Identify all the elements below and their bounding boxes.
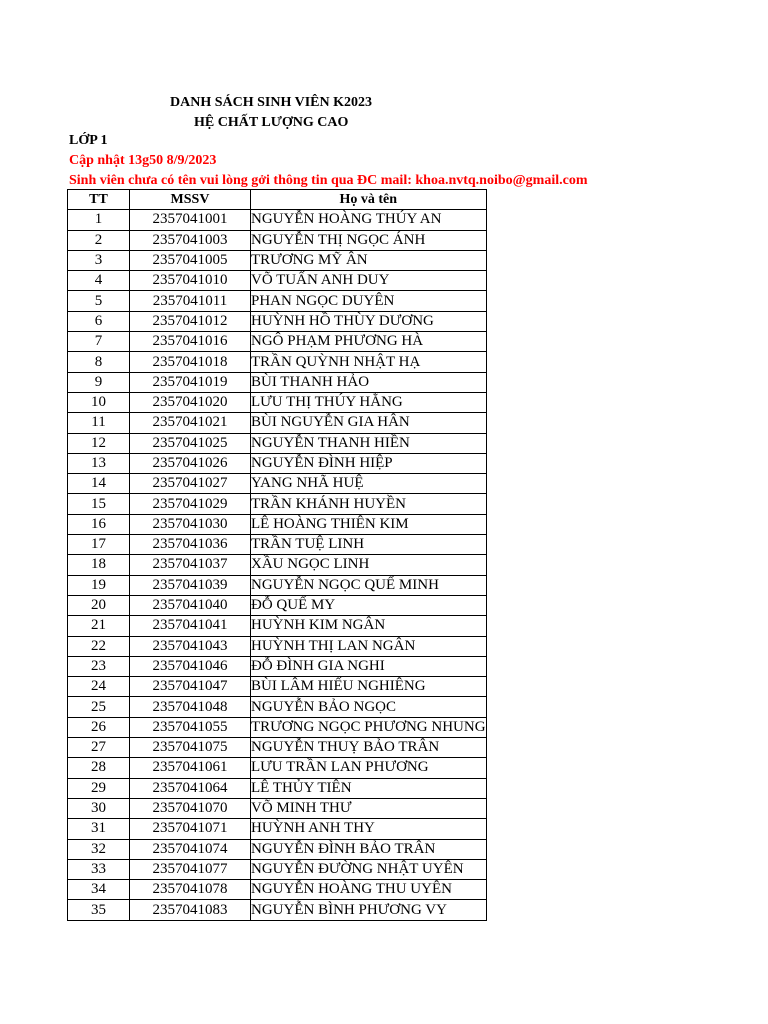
row-number: 21 — [68, 616, 130, 636]
table-row — [68, 392, 487, 412]
table-row — [68, 656, 487, 676]
table-row — [68, 616, 487, 636]
table-row — [68, 311, 487, 331]
row-number: 27 — [68, 738, 130, 758]
row-number: 33 — [68, 859, 130, 879]
document-subtitle: HỆ CHẤT LƯỢNG CAO — [194, 115, 349, 130]
student-name: TRẦN QUỲNH NHẬT HẠ — [251, 352, 487, 372]
student-id: 2357041001 — [130, 210, 251, 230]
row-number: 11 — [68, 413, 130, 433]
student-name: XẦU NGỌC LINH — [251, 555, 487, 575]
update-notice: Cập nhật 13g50 8/9/2023 — [69, 153, 217, 168]
row-number: 3 — [68, 250, 130, 270]
student-id: 2357041047 — [130, 677, 251, 697]
column-header-mssv: MSSV — [130, 190, 251, 210]
row-number: 2 — [68, 230, 130, 250]
student-name: TRƯƠNG NGỌC PHƯƠNG NHUNG — [251, 717, 487, 737]
row-number: 29 — [68, 778, 130, 798]
student-id: 2357041029 — [130, 494, 251, 514]
student-name: ĐỖ ĐÌNH GIA NGHI — [251, 656, 487, 676]
student-name: PHAN NGỌC DUYÊN — [251, 291, 487, 311]
student-name: NGUYỄN THUỴ BẢO TRÂN — [251, 738, 487, 758]
student-id: 2357041074 — [130, 839, 251, 859]
table-row — [68, 636, 487, 656]
table-row — [68, 453, 487, 473]
table-row — [68, 575, 487, 595]
row-number: 18 — [68, 555, 130, 575]
student-name: NGUYỄN ĐÌNH BẢO TRÂN — [251, 839, 487, 859]
row-number: 25 — [68, 697, 130, 717]
student-name: NGUYỄN BẢO NGỌC — [251, 697, 487, 717]
table-row — [68, 372, 487, 392]
student-name: HUỲNH ANH THY — [251, 819, 487, 839]
table-row — [68, 494, 487, 514]
row-number: 1 — [68, 210, 130, 230]
student-name: NGUYỄN NGỌC QUẾ MINH — [251, 575, 487, 595]
table-row — [68, 332, 487, 352]
row-number: 9 — [68, 372, 130, 392]
student-id: 2357041012 — [130, 311, 251, 331]
row-number: 17 — [68, 535, 130, 555]
student-name: NGUYỄN HOÀNG THÚY AN — [251, 210, 487, 230]
student-table — [67, 189, 487, 921]
table-row — [68, 717, 487, 737]
row-number: 31 — [68, 819, 130, 839]
student-id: 2357041061 — [130, 758, 251, 778]
student-name: HUỲNH KIM NGÂN — [251, 616, 487, 636]
student-name: HUỲNH THỊ LAN NGÂN — [251, 636, 487, 656]
student-id: 2357041039 — [130, 575, 251, 595]
document-title: DANH SÁCH SINH VIÊN K2023 — [170, 95, 372, 110]
student-id: 2357041075 — [130, 738, 251, 758]
student-name: NGÔ PHẠM PHƯƠNG HÀ — [251, 332, 487, 352]
table-row — [68, 210, 487, 230]
student-id: 2357041055 — [130, 717, 251, 737]
row-number: 35 — [68, 900, 130, 920]
student-id: 2357041005 — [130, 250, 251, 270]
row-number: 16 — [68, 514, 130, 534]
student-id: 2357041037 — [130, 555, 251, 575]
student-name: TRẦN KHÁNH HUYỀN — [251, 494, 487, 514]
row-number: 14 — [68, 474, 130, 494]
table-row — [68, 677, 487, 697]
column-header-name: Họ và tên — [251, 190, 487, 210]
student-id: 2357041003 — [130, 230, 251, 250]
student-name: LÊ HOÀNG THIÊN KIM — [251, 514, 487, 534]
student-name: BÙI LÂM HIẾU NGHIÊNG — [251, 677, 487, 697]
student-name: BÙI THANH HẢO — [251, 372, 487, 392]
student-name: TRƯƠNG MỸ ÂN — [251, 250, 487, 270]
table-row — [68, 900, 487, 920]
row-number: 7 — [68, 332, 130, 352]
row-number: 24 — [68, 677, 130, 697]
student-id: 2357041041 — [130, 616, 251, 636]
row-number: 5 — [68, 291, 130, 311]
row-number: 13 — [68, 453, 130, 473]
row-number: 26 — [68, 717, 130, 737]
table-row — [68, 880, 487, 900]
student-name: NGUYỄN ĐƯỜNG NHẬT UYÊN — [251, 859, 487, 879]
row-number: 4 — [68, 271, 130, 291]
student-id: 2357041036 — [130, 535, 251, 555]
student-id: 2357041010 — [130, 271, 251, 291]
student-name: NGUYỄN BÌNH PHƯƠNG VY — [251, 900, 487, 920]
student-id: 2357041011 — [130, 291, 251, 311]
table-row — [68, 352, 487, 372]
row-number: 15 — [68, 494, 130, 514]
student-id: 2357041025 — [130, 433, 251, 453]
row-number: 8 — [68, 352, 130, 372]
table-row — [68, 738, 487, 758]
student-name: LÊ THỦY TIÊN — [251, 778, 487, 798]
table-row — [68, 839, 487, 859]
student-name: VÕ MINH THƯ — [251, 798, 487, 818]
table-row — [68, 291, 487, 311]
student-name: LƯU TRẦN LAN PHƯƠNG — [251, 758, 487, 778]
student-id: 2357041043 — [130, 636, 251, 656]
table-row — [68, 758, 487, 778]
student-id: 2357041078 — [130, 880, 251, 900]
row-number: 22 — [68, 636, 130, 656]
student-id: 2357041064 — [130, 778, 251, 798]
student-name: HUỲNH HỒ THÙY DƯƠNG — [251, 311, 487, 331]
student-id: 2357041083 — [130, 900, 251, 920]
row-number: 10 — [68, 392, 130, 412]
student-id: 2357041016 — [130, 332, 251, 352]
table-body — [68, 210, 487, 920]
student-id: 2357041040 — [130, 595, 251, 615]
table-row — [68, 595, 487, 615]
student-name: ĐỖ QUẾ MY — [251, 595, 487, 615]
table-row — [68, 778, 487, 798]
student-name: BÙI NGUYỄN GIA HÂN — [251, 413, 487, 433]
student-name: NGUYỄN ĐÌNH HIỆP — [251, 453, 487, 473]
row-number: 30 — [68, 798, 130, 818]
student-name: YANG NHÃ HUỆ — [251, 474, 487, 494]
student-id: 2357041046 — [130, 656, 251, 676]
row-number: 6 — [68, 311, 130, 331]
table-row — [68, 697, 487, 717]
row-number: 19 — [68, 575, 130, 595]
row-number: 28 — [68, 758, 130, 778]
column-header-tt: TT — [68, 190, 130, 210]
table-row — [68, 413, 487, 433]
table-row — [68, 433, 487, 453]
student-id: 2357041021 — [130, 413, 251, 433]
table-row — [68, 535, 487, 555]
student-id: 2357041070 — [130, 798, 251, 818]
table-row — [68, 474, 487, 494]
student-id: 2357041018 — [130, 352, 251, 372]
student-id: 2357041026 — [130, 453, 251, 473]
student-id: 2357041048 — [130, 697, 251, 717]
student-name: LƯU THỊ THÚY HẰNG — [251, 392, 487, 412]
table-header-row — [68, 190, 487, 210]
table-row — [68, 819, 487, 839]
student-id: 2357041027 — [130, 474, 251, 494]
student-id: 2357041020 — [130, 392, 251, 412]
student-id: 2357041077 — [130, 859, 251, 879]
table-row — [68, 230, 487, 250]
student-name: NGUYỄN HOÀNG THU UYÊN — [251, 880, 487, 900]
student-id: 2357041030 — [130, 514, 251, 534]
row-number: 20 — [68, 595, 130, 615]
row-number: 32 — [68, 839, 130, 859]
row-number: 23 — [68, 656, 130, 676]
student-name: NGUYỄN THỊ NGỌC ÁNH — [251, 230, 487, 250]
class-label: LỚP 1 — [69, 133, 108, 148]
table-row — [68, 250, 487, 270]
table-row — [68, 271, 487, 291]
table-row — [68, 555, 487, 575]
row-number: 12 — [68, 433, 130, 453]
table-row — [68, 798, 487, 818]
student-id: 2357041019 — [130, 372, 251, 392]
row-number: 34 — [68, 880, 130, 900]
mail-notice: Sinh viên chưa có tên vui lòng gởi thông tin qua ĐC mail: khoa.nvtq.noibo@gmail.com — [69, 173, 588, 188]
student-name: TRẦN TUỆ LINH — [251, 535, 487, 555]
table-row — [68, 514, 487, 534]
table-row — [68, 859, 487, 879]
student-id: 2357041071 — [130, 819, 251, 839]
student-name: NGUYỄN THANH HIỀN — [251, 433, 487, 453]
student-name: VÕ TUẤN ANH DUY — [251, 271, 487, 291]
